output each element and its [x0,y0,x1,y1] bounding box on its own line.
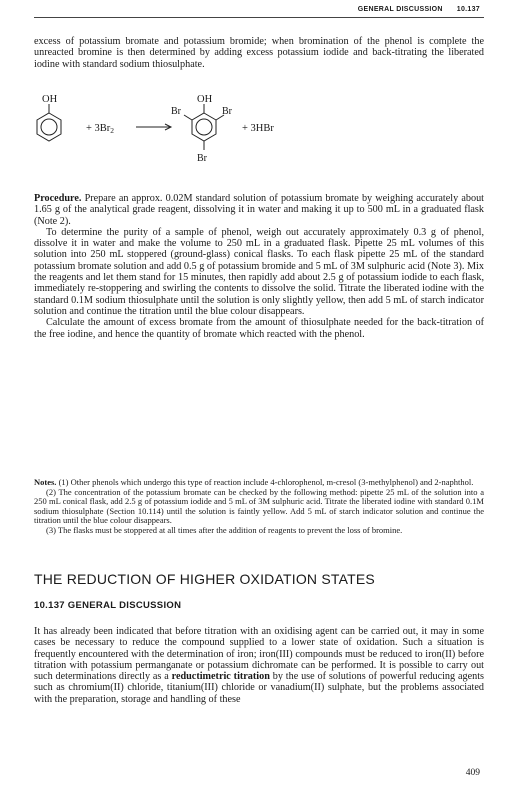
notes-label: Notes. [34,477,57,487]
notes-section [34,478,484,536]
running-head-section: GENERAL DISCUSSION [357,6,443,13]
running-head-number: 10.137 [456,6,480,13]
section-heading: THE REDUCTION OF HIGHER OXIDATION STATES [34,571,375,587]
subsection-heading: 10.137 GENERAL DISCUSSION [34,600,182,611]
product-br-left-label: Br [171,106,181,117]
discussion-text-after: by the use of solutions of powerful reducing agents such as chromium(II) chloride, titanium(III) chloride or vanadium(II) sulphate, but the problems associated with the preparation, storage and handling of these [34,671,484,705]
reactant-oh-label: OH [42,94,58,105]
procedure-paragraph-2: To determine the purity of a sample of phenol, weigh out accurately approximately 0.3 g of phenol, dissolve it in water and make the volume to 250 mL in a graduated flask. Pipette 25 mL volumes of this solution into 250 mL stoppered (ground-glass) conical flasks. To each flask pipette 25 mL of the standard potassium bromate solution and add 0.5 g of potassium bromide and 5 mL of 3M sulphuric acid (Note 3). Mix the reagents and let them stand for 15 minutes, then rapidly add about 2.5 g of potassium iodide to each flask, immediately re-stoppering and swirling the contents to dissolve the solid. Titrate the liberated iodine with the standard 0.1M sodium thiosulphate until the solution is only slightly yellow, then add 5 mL of starch indicator solution and continue the titration until the blue colour disappears. [34,226,484,317]
procedure-p1-text: Prepare an approx. 0.02M standard solution of potassium bromate by weighing accurately about 1.65 g of the analytical grade reagent, dissolving it in water and making it up to 500 mL in a graduated flask (Note 2). [34,193,484,227]
product-br-bottom-label: Br [197,153,207,164]
discussion-text-before: It has already been indicated that before titration with an oxidising agent can be carried out, it may in some cases be necessary to reduce the compound supplied to a lower state of oxidation. Such a situation is frequently encountered with the determination of iron; iron(III) compounds must be reduced to iron(II) before titration with potassium permanganate or potassium dichromate can be performed. It is possible to carry out such determinations directly as a [34,626,484,683]
header-rule [34,17,484,18]
note-3: (3) The flasks must be stoppered at all times after the addition of reagents to prevent the loss of bromine. [46,524,403,535]
procedure-paragraph-3: Calculate the amount of excess bromate from the amount of thiosulphate needed for the back-titration of the free iodine, and hence the quantity of bromate which reacted with the phenol. [34,317,484,340]
byproduct-label: + 3HBr [242,123,274,134]
product-oh-label: OH [197,94,213,105]
discussion-paragraph [34,626,484,705]
page-number: 409 [465,768,480,778]
procedure-label: Procedure. [34,193,82,204]
product-br-right-label: Br [222,106,232,117]
note-2: (2) The concentration of the potassium bromate can be checked by the following method: pipette 25 mL of the solution into a 250 mL conical flask, add 2.5 g of potassium iodide and 5 mL of 3M sulphuric acid. Titrate the liberated iodine with standard 0.1M sodium thiosulphate (Section 10.114) until the solution is faintly yellow. Add 5 mL of starch indicator solution and continue the titration until the blue colour disappears. [34,486,484,526]
reaction-arrow [136,124,171,130]
running-head [358,6,480,13]
phenol-structure [37,104,61,141]
procedure-paragraph-1 [34,193,484,227]
procedure-section [34,193,484,340]
tribromophenol-structure [184,104,224,150]
reagent-label: + 3Br2 [86,123,115,135]
note-1-text: (1) Other phenols which undergo this type of reaction include 4-chlorophenol, m-cresol (3-methylphenol) and 2-naphthol. [58,477,474,487]
intro-paragraph: excess of potassium bromate and potassium bromide; when bromination of the phenol is complete the unreacted bromine is then determined by adding excess potassium iodide and back-titrating the liberated iodine with standard sodium thiosulphate. [34,36,484,70]
bromination-reaction-scheme [34,86,484,192]
discussion-bold-term: reductimetric titration [171,671,270,683]
